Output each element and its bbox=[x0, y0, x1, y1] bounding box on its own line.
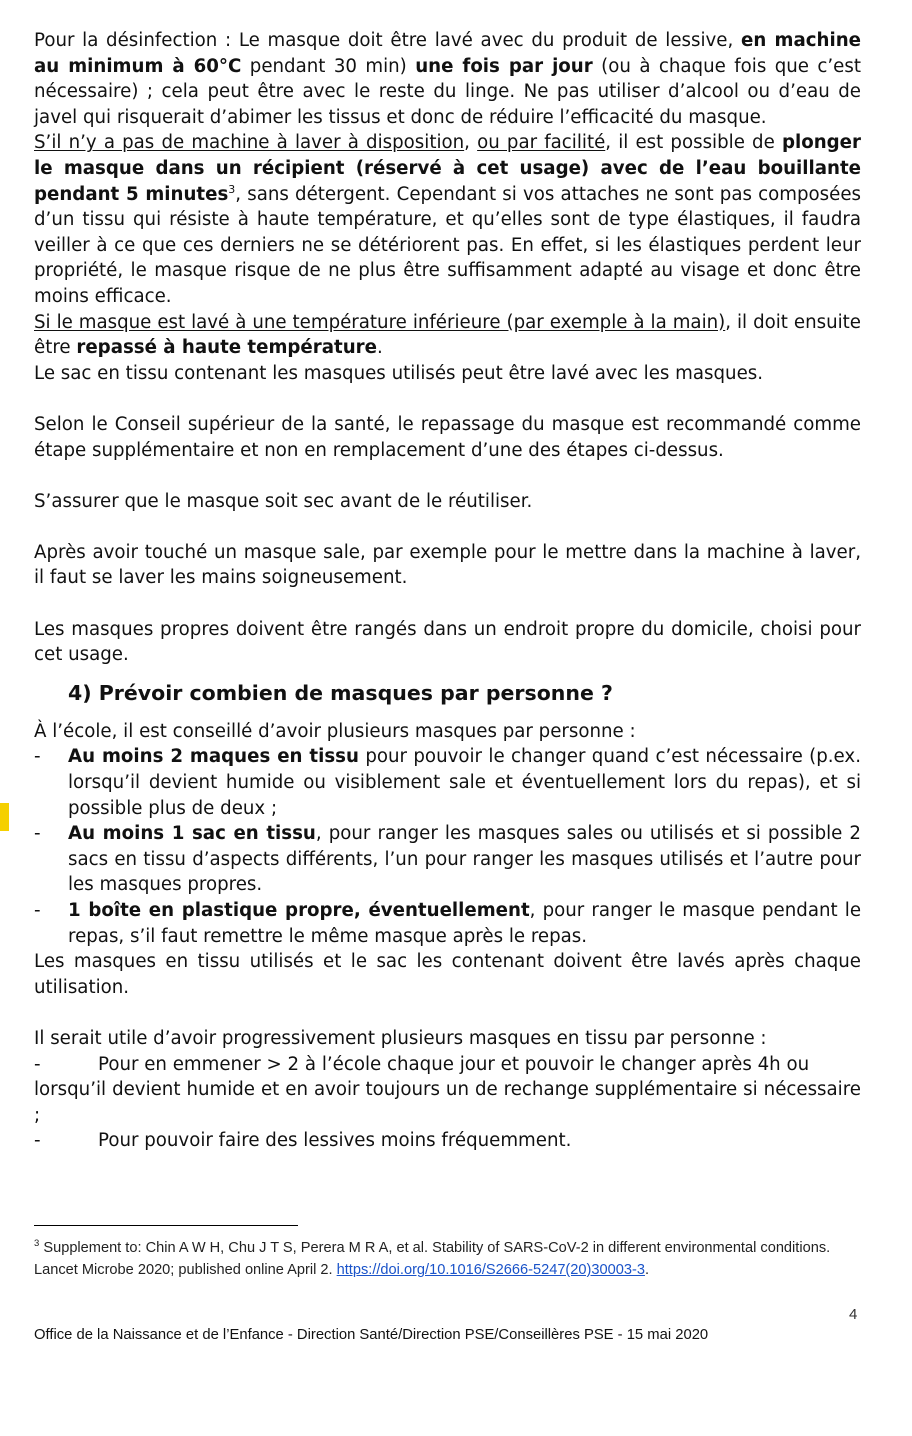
doi-link[interactable]: https://doi.org/10.1016/S2666-5247(20)30003-3 bbox=[336, 1262, 645, 1278]
paragraph-dry-mask: S’assurer que le masque soit sec avant de le réutiliser. bbox=[34, 490, 533, 512]
paragraph-ironing bbox=[34, 310, 861, 361]
text: Pour la désinfection : Le masque doit être lavé avec du produit de lessive, bbox=[34, 30, 741, 51]
footnote-separator bbox=[34, 1225, 298, 1226]
page-footer: Office de la Naissance et de l’Enfance - Direction Santé/Direction PSE/Conseillères PSE - 15 mai 2020 bbox=[34, 1327, 709, 1343]
footnote-number: 3 bbox=[34, 1238, 40, 1250]
list-item bbox=[34, 898, 861, 949]
text: , sans détergent. Cependant si vos attaches ne sont pas composées d’un tissu qui résiste à haute température, et qu’elles sont de type élastiques, il faudra veiller à ce que ces derniers ne se détériorent pas. En effet, si les élastiques perdent leur propriété, le masque risque de ne plus être suffisamment adapté au visage et donc être moins efficace. bbox=[34, 183, 861, 307]
list-item-text: Pour pouvoir faire des lessives moins fréquemment. bbox=[98, 1130, 572, 1152]
bullet-dash: - bbox=[34, 1053, 41, 1075]
bold-text: en machine au minimum à 60°C bbox=[34, 30, 861, 77]
bullet-dash: - bbox=[34, 746, 41, 768]
paragraph-conseil-superieur: Selon le Conseil supérieur de la santé, le repassage du masque est recommandé comme étape supplémentaire et non en remplacement d’une des étapes ci-dessus. bbox=[34, 413, 861, 461]
text: , pour ranger les masques sales ou utilisés et si possible 2 sacs en tissu d’aspects différents, l’un pour ranger les masques utilisés et l’autre pour les masques propres. bbox=[68, 823, 862, 896]
paragraph-clean-storage: Les masques propres doivent être rangés dans un endroit propre du domicile, choisi pour cet usage. bbox=[34, 618, 861, 666]
page-number: 4 bbox=[849, 1306, 858, 1323]
footnote-reference[interactable]: 3 bbox=[228, 182, 236, 196]
paragraph-wash-hands: Après avoir touché un masque sale, par exemple pour le mettre dans la machine à laver, il faut se laver les mains soigneusement. bbox=[34, 541, 861, 589]
text: , il est possible de bbox=[605, 132, 782, 154]
bold-text: repassé à haute température bbox=[76, 337, 377, 359]
bold-text: 1 boîte en plastique propre, éventuellement bbox=[68, 900, 530, 921]
yellow-margin-marker bbox=[0, 803, 9, 831]
list-item bbox=[34, 744, 861, 821]
list-item-text: Pour en emmener > 2 à l’école chaque jour et pouvoir le changer après 4h ou bbox=[98, 1053, 810, 1075]
paragraph-wash-after-use: Les masques en tissu utilisés et le sac les contenant doivent être lavés après chaque utilisation. bbox=[34, 951, 861, 998]
text: , pour ranger le masque pendant le repas, s’il faut remettre le même masque après le repas. bbox=[68, 900, 862, 947]
bold-text: plonger le masque dans un récipient (réservé à cet usage) avec de l’eau bouillante pendant 5 minutes bbox=[34, 132, 861, 205]
bullet-dash: - bbox=[34, 900, 41, 921]
text: , il doit ensuite être bbox=[34, 311, 861, 359]
list-item bbox=[34, 1128, 861, 1154]
text: , bbox=[464, 132, 478, 154]
list-item bbox=[34, 821, 861, 898]
text: (ou à chaque fois que c’est nécessaire) ; cela peut être avec le reste du linge. Ne pas utiliser d’alcool ou d’eau de javel qui risquerait d’abimer les tissus et donc de réduire l’efficacité du masque. bbox=[34, 55, 861, 128]
text: pour pouvoir le changer quand c’est nécessaire (p.ex. lorsqu’il devient humide ou visiblement sale et éventuellement lors du repas), et si possible plus de deux ; bbox=[68, 746, 861, 819]
paragraph-bag-washing: Le sac en tissu contenant les masques utilisés peut être lavé avec les masques. bbox=[34, 362, 764, 384]
paragraph-progressive-masks: Il serait utile d’avoir progressivement plusieurs masques en tissu par personne : bbox=[34, 1027, 767, 1049]
text: . bbox=[644, 1262, 650, 1278]
list-item bbox=[34, 1052, 861, 1078]
underlined-text: S’il n’y a pas de machine à laver à disposition bbox=[34, 132, 465, 154]
underlined-text: ou par facilité bbox=[477, 132, 606, 154]
bullet-dash: - bbox=[34, 823, 41, 845]
underlined-text: Si le masque est lavé à une température inférieure (par exemple à la main) bbox=[34, 311, 726, 333]
paragraph-school-intro: À l’école, il est conseillé d’avoir plusieurs masques par personne : bbox=[34, 720, 636, 742]
bold-text: Au moins 2 maques en tissu bbox=[68, 746, 359, 768]
paragraph-boiling-water bbox=[34, 130, 861, 309]
text: . bbox=[376, 337, 383, 359]
section-heading: 4) Prévoir combien de masques par personne ? bbox=[68, 680, 613, 705]
bold-text: Au moins 1 sac en tissu bbox=[68, 823, 316, 845]
text: pendant 30 min) bbox=[241, 55, 416, 77]
list-item-continuation: lorsqu’il devient humide et en avoir toujours un de rechange supplémentaire si nécessaire ; bbox=[34, 1079, 861, 1126]
footnote-text: Supplement to: Chin A W H, Chu J T S, Perera M R A, et al. Stability of SARS-CoV-2 in different environmental conditions. Lancet Microbe 2020; published online April 2. bbox=[34, 1240, 831, 1278]
document-body bbox=[34, 28, 861, 1154]
footnote bbox=[34, 1237, 861, 1281]
bullet-dash: - bbox=[34, 1130, 41, 1152]
paragraph-disinfection bbox=[34, 28, 861, 130]
bold-text: une fois par jour bbox=[415, 55, 593, 77]
